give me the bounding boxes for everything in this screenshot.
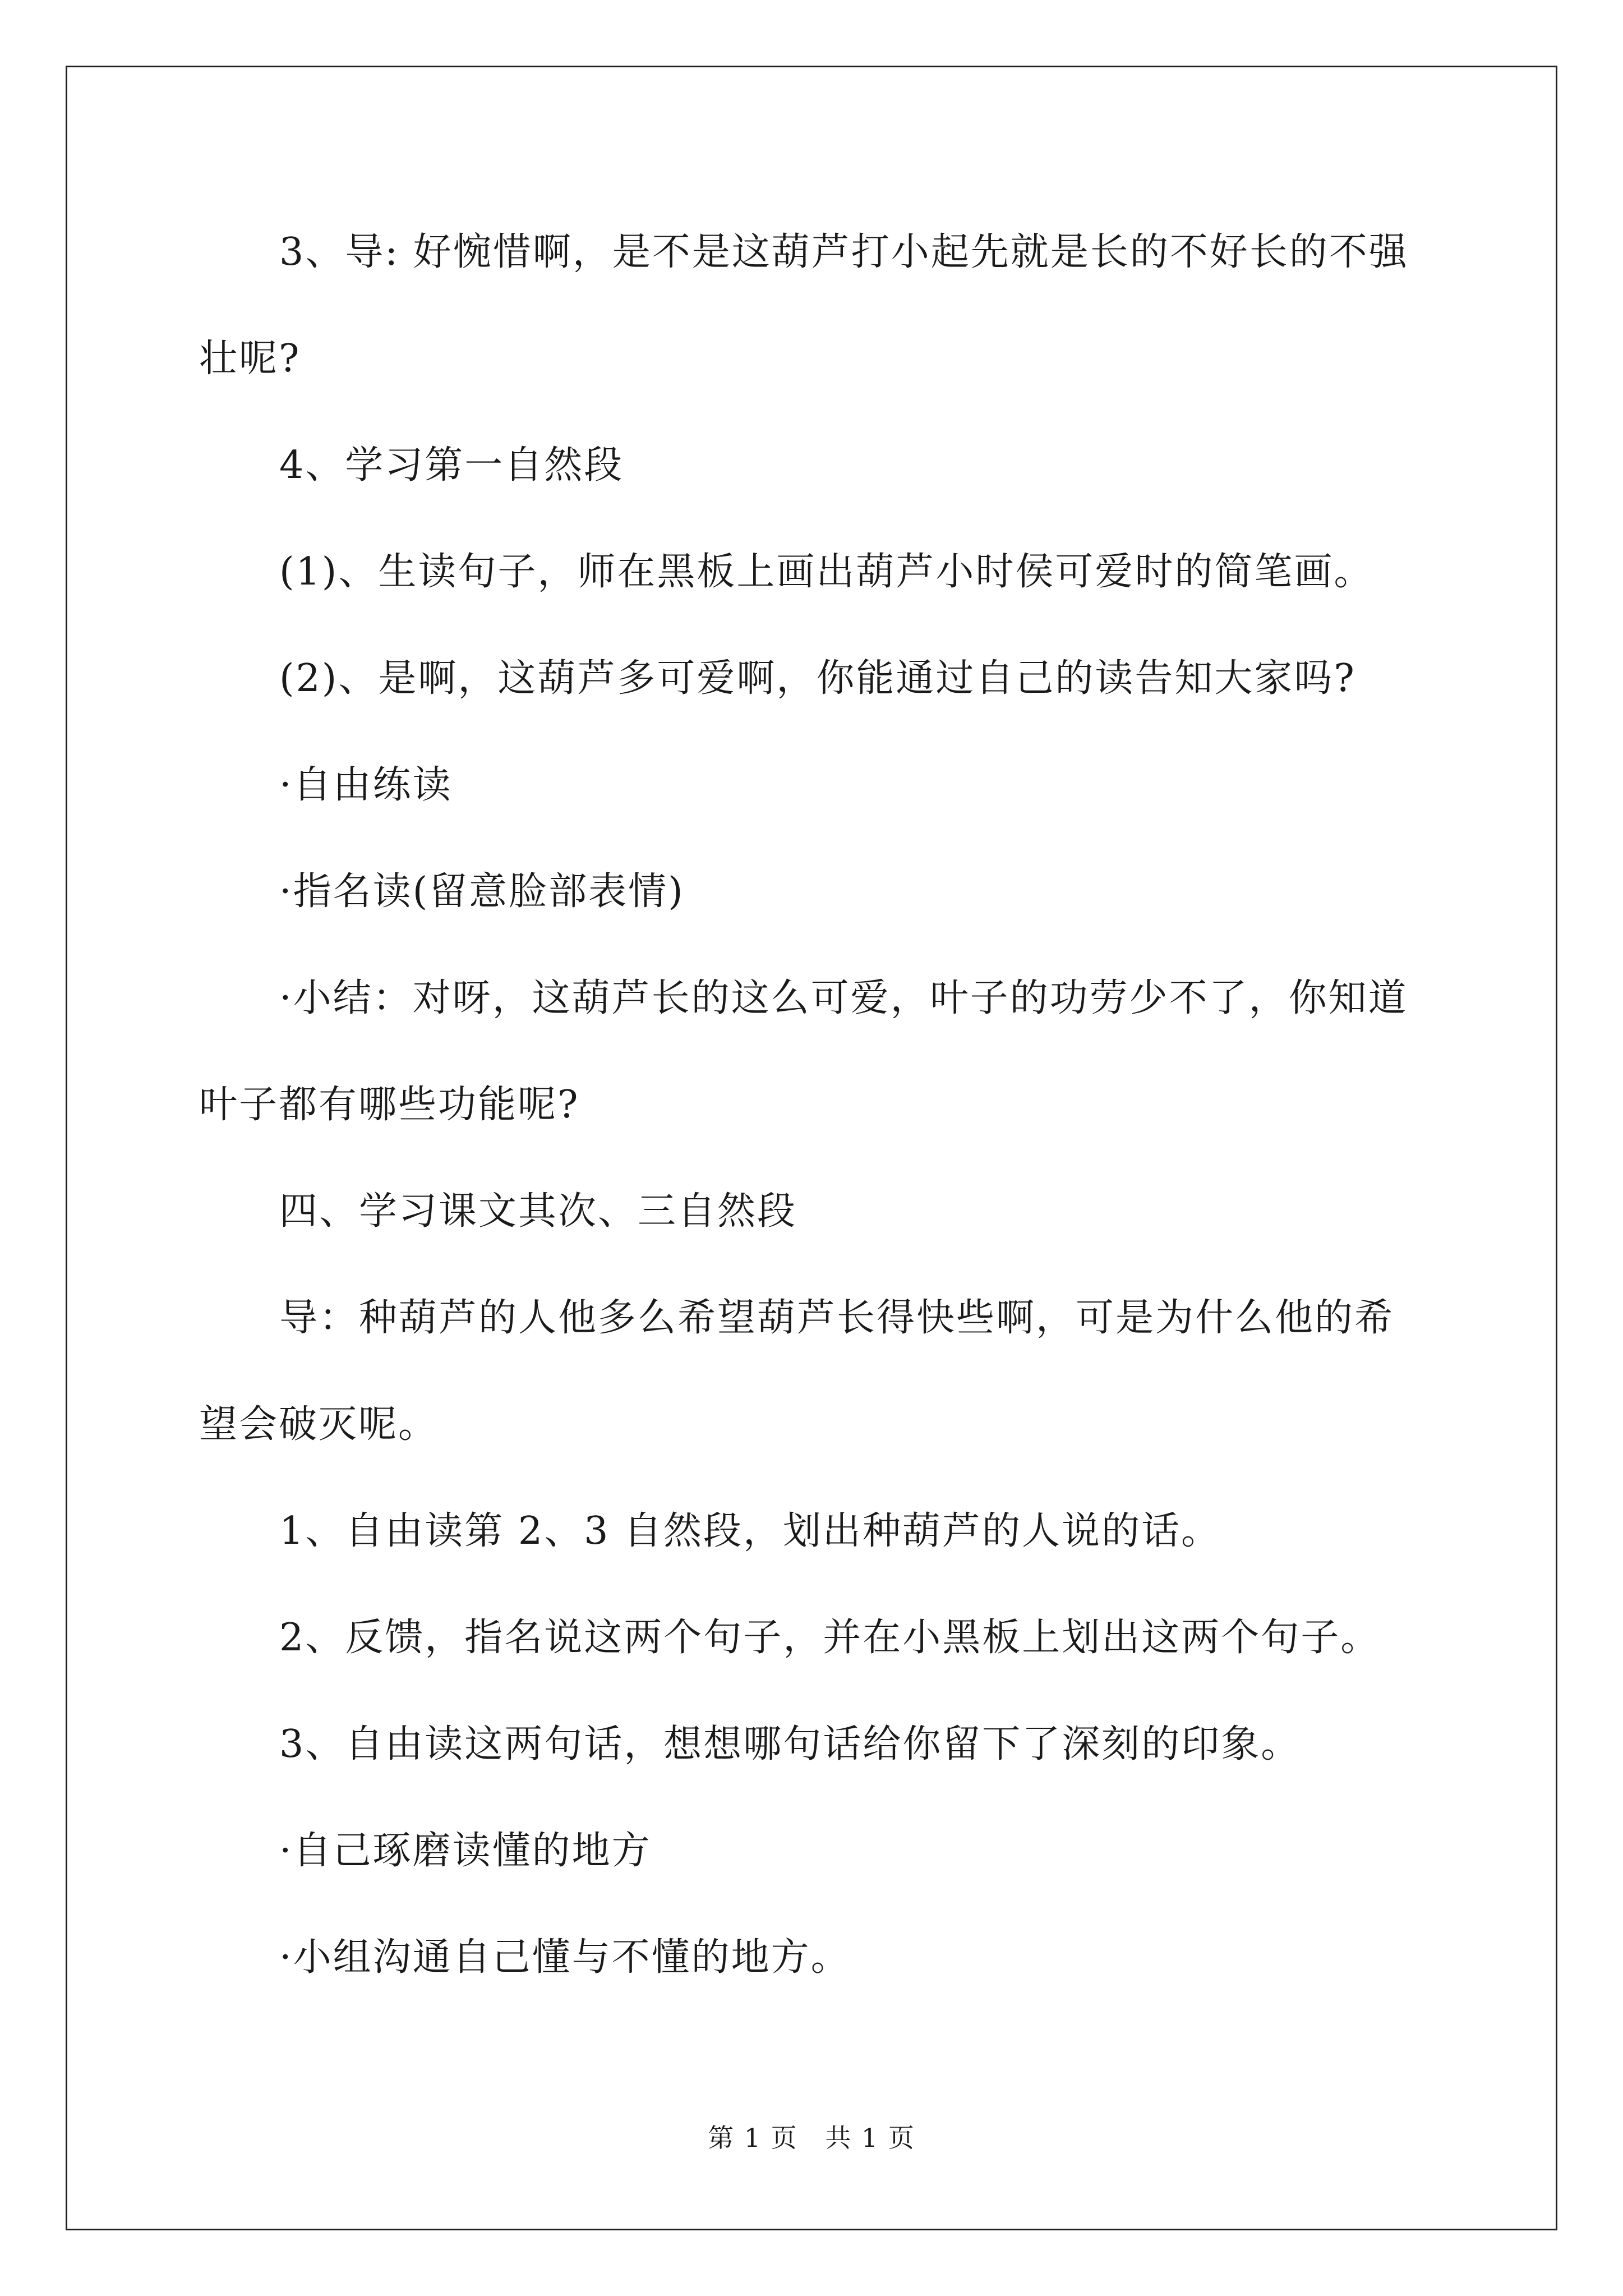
section-four-heading: 四、学习课文其次、三自然段 <box>279 1189 797 1234</box>
paragraph-sub-1: (1)、生读句子，师在黑板上画出葫芦小时侯可爱时的简笔画。 <box>279 550 1374 594</box>
page-number: 第 1 页 <box>708 2123 798 2153</box>
document-body <box>199 199 1433 2011</box>
paragraph-step-1: 1、自由读第 2、3 自然段，划出种葫芦的人说的话。 <box>279 1509 1221 1553</box>
bullet-summary: ·小结：对呀，这葫芦长的这么可爱，叶子的功劳少不了，你知道叶子都有哪些功能呢? <box>199 976 1408 1127</box>
bullet-group-discussion: ·小组沟通自己懂与不懂的地方。 <box>279 1935 851 1980</box>
paragraph-step-3-intro: 3、导: 好惋惜啊，是不是这葫芦打小起先就是长的不好长的不强壮呢? <box>199 230 1409 381</box>
paragraph-step-3: 3、自由读这两句话，想想哪句话给你留下了深刻的印象。 <box>279 1722 1301 1766</box>
paragraph-guide: 导：种葫芦的人他多么希望葫芦长得快些啊，可是为什么他的希望会破灭呢。 <box>199 1296 1395 1447</box>
bullet-named-reading: ·指名读(留意脸部表情) <box>279 869 685 914</box>
page-footer <box>0 2118 1623 2155</box>
paragraph-step-4-heading: 4、学习第一自然段 <box>279 443 624 487</box>
bullet-self-study: ·自己琢磨读懂的地方 <box>279 1829 652 1873</box>
bullet-free-reading: ·自由练读 <box>279 763 453 807</box>
page-total: 共 1 页 <box>825 2123 915 2153</box>
paragraph-step-2: 2、反馈，指名说这两个句子，并在小黑板上划出这两个句子。 <box>279 1616 1381 1660</box>
paragraph-sub-2: (2)、是啊，这葫芦多可爱啊，你能通过自己的读告知大家吗? <box>279 656 1356 701</box>
